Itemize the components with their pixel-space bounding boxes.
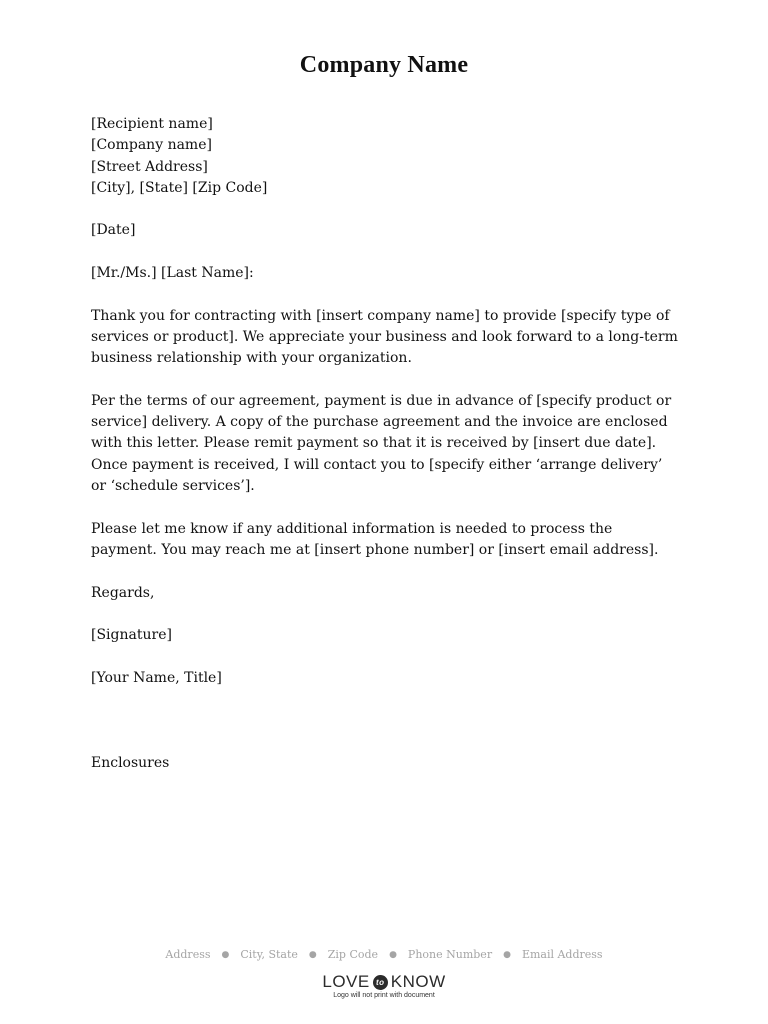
signature-placeholder: [Signature] xyxy=(91,627,172,644)
spacer xyxy=(91,497,681,518)
recipient-company-line: [Company name] xyxy=(91,137,212,154)
closing: Regards, xyxy=(91,584,155,601)
spacer xyxy=(91,646,681,667)
spacer xyxy=(91,284,681,305)
letter-body xyxy=(91,114,681,774)
paragraph-payment-terms: Per the terms of our agreement, payment is due in advance of [specify product or service] delivery. A copy of the purchase agreement and the invoice are enclosed with this letter. Please remit payment so that it is received by [insert due date]. Once payment is received, I will contact you to [specify either ‘arrange delivery’ or ‘schedule services’]. xyxy=(91,392,672,495)
spacer xyxy=(91,370,681,391)
spacer xyxy=(91,242,681,263)
paragraph-intro: Thank you for contracting with [insert company name] to provide [specify type of services or product]. We appreciate your business and look forward to a long-term business relationship with your organization. xyxy=(91,307,678,367)
salutation: [Mr./Ms.] [Last Name]: xyxy=(91,265,254,282)
recipient-street-line: [Street Address] xyxy=(91,158,208,175)
spacer xyxy=(91,561,681,582)
footer-separator-icon: ● xyxy=(389,950,397,960)
company-name-heading: Company Name xyxy=(299,52,469,78)
recipient-name-line: [Recipient name] xyxy=(91,116,213,132)
spacer xyxy=(91,199,681,220)
footer-city-state: City, State xyxy=(240,948,298,961)
footer-email-address: Email Address xyxy=(521,948,603,961)
brand-logo-right: KNOW xyxy=(390,972,446,991)
enclosures-line: Enclosures xyxy=(91,755,170,772)
spacer xyxy=(91,604,681,625)
paragraph-contact: Please let me know if any additional information is needed to process the payment. You may reach me at [insert phone number] or [insert email address]. xyxy=(91,520,659,558)
recipient-city-line: [City], [State] [Zip Code] xyxy=(91,179,268,196)
lovetoknow-logo xyxy=(322,972,445,992)
spacer xyxy=(91,689,681,753)
brand-to-circle-icon: to xyxy=(373,975,388,990)
footer-separator-icon: ● xyxy=(503,950,511,960)
brand-logo-block xyxy=(0,972,768,999)
footer-zip-code: Zip Code xyxy=(327,948,379,961)
footer-address: Address xyxy=(165,948,211,961)
footer-separator-icon: ● xyxy=(308,950,317,960)
footer-phone-number: Phone Number xyxy=(407,948,493,961)
brand-logo-note: Logo will not print with document xyxy=(333,992,435,999)
footer-separator-icon: ● xyxy=(221,950,230,960)
date-line: [Date] xyxy=(91,222,136,239)
footer-contact-line xyxy=(0,948,768,961)
name-title-line: [Your Name, Title] xyxy=(91,669,222,686)
brand-logo-left: LOVE xyxy=(322,972,370,991)
